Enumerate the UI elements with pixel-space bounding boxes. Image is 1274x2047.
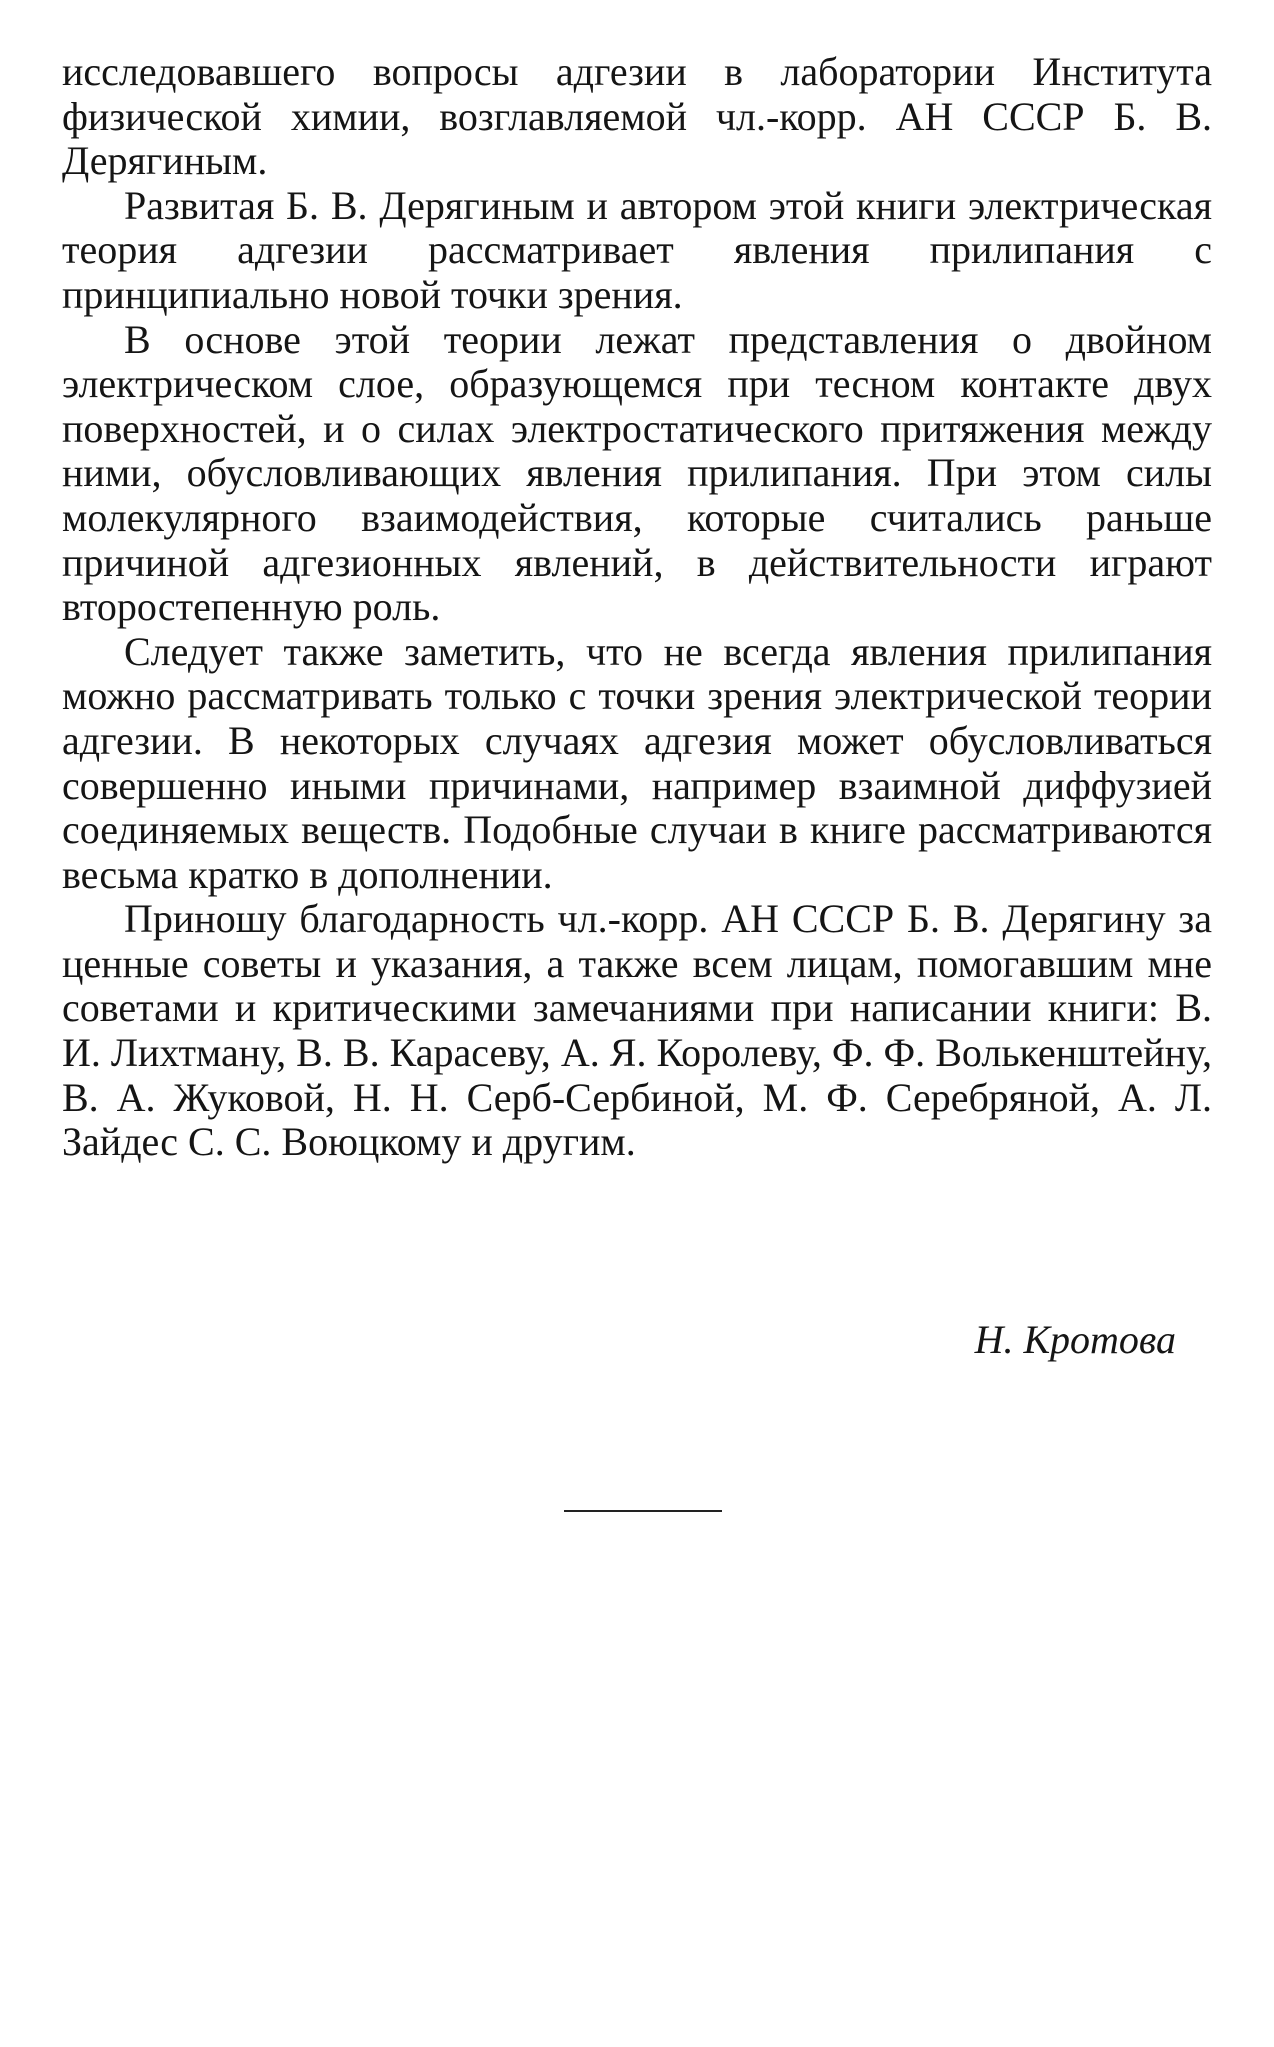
author-signature: Н. Кротова (974, 1317, 1176, 1362)
paragraph-electric-theory: Развитая Б. В. Дерягиным и автором этой книги электрическая теория адгезии рассматривает явления прилипания с принципиально новой точки зрения. (62, 182, 1212, 317)
paragraph-acknowledgements: Приношу благодарность чл.-корр. АН СССР Б. В. Дерягину за ценные советы и указания, а также всем лицам, помогавшим мне советами и критическими замечаниями при написании книги: В. И. Лихтману, В. В. Карасеву, А. Я. Королеву, Ф. Ф. Волькенштейну, В. А. Жуковой, Н. Н. Серб-Сербиной, М. Ф. Серебряной, А. Л. Зайдес С. С. Воюцкому и другим. (62, 896, 1212, 1165)
paragraph-continuation: исследовавшего вопросы адгезии в лаборатории Института физической химии, возглавляемой чл.-корр. АН СССР Б. В. Дерягиным. (62, 49, 1212, 184)
body-text (62, 50, 1212, 1165)
paragraph-other-causes: Следует также заметить, что не всегда явления прилипания можно рассматривать только с точки зрения электрической теории адгезии. В некоторых случаях адгезия может обусловливаться совершенно иными причинами, например взаимной диффузией соединяемых веществ. Подобные случаи в книге рассматриваются весьма кратко в дополнении. (62, 628, 1212, 897)
paragraph-double-layer: В основе этой теории лежат представления о двойном электрическом слое, образующемся при тесном контакте двух поверхностей, и о силах электростатического притяжения между ними, обусловливающих явления прилипания. При этом силы молекулярного взаимодействия, которые считались раньше причиной адгезионных явлений, в действительности играют второстепенную роль. (62, 316, 1212, 630)
closing-divider (564, 1510, 722, 1512)
